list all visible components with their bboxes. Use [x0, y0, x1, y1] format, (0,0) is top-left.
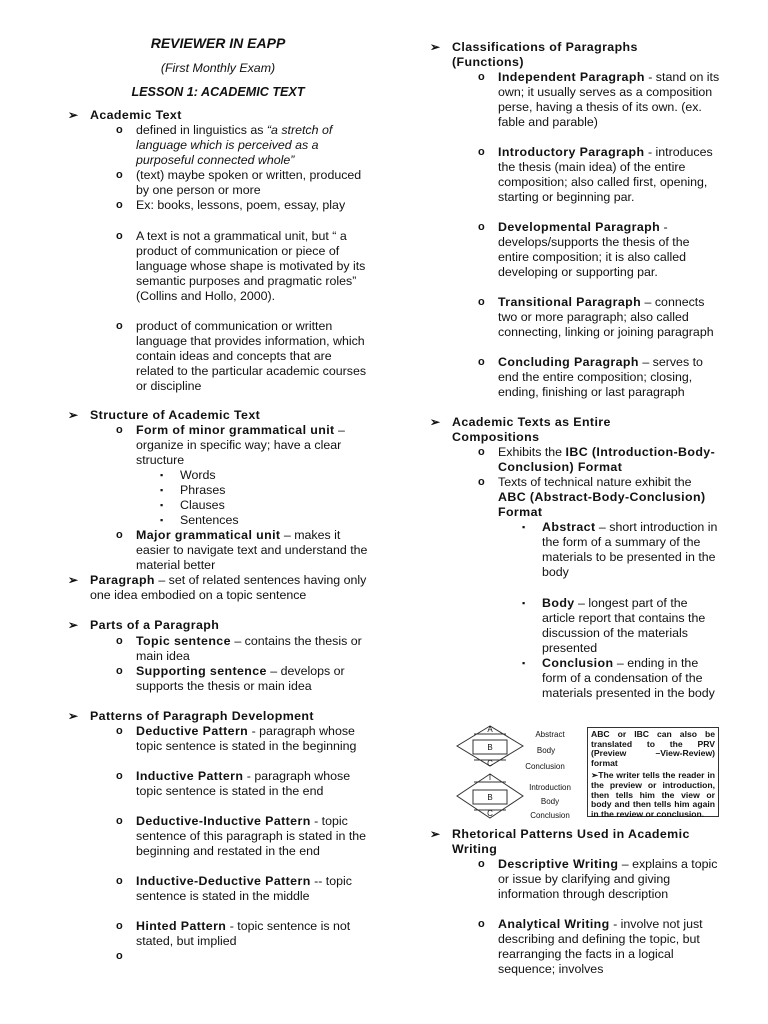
circle-bullet-icon: o — [478, 446, 485, 458]
patterns-heading: ➢ Patterns of Paragraph Development — [68, 709, 314, 723]
ibc-label-introduction: Introduction — [529, 783, 571, 792]
circle-bullet-icon: o — [478, 476, 485, 488]
ibc-label-conclusion: Conclusion — [530, 811, 570, 820]
square-bullet-icon: ▪ — [160, 470, 164, 480]
arrow-bullet-icon: ➢ — [68, 408, 79, 422]
circle-bullet-icon: o — [116, 875, 123, 887]
square-bullet-icon: ▪ — [522, 522, 526, 532]
arrow-bullet-icon: ➢ — [430, 827, 441, 841]
ibc-letter-i: I — [488, 773, 492, 782]
arrow-bullet-icon: ➢ — [430, 415, 441, 429]
prv-note-text: ABC or IBC can also be translated to the PRV (Preview –View-Review) format — [591, 729, 715, 768]
ibc-label-body: Body — [540, 797, 560, 806]
list-item: ▪ Body – longest part of the article report that contains the discussion of the materials presented — [522, 596, 706, 655]
abc-label-abstract: Abstract — [535, 730, 565, 739]
square-bullet-icon: ▪ — [160, 485, 164, 495]
page-subtitle: (First Monthly Exam) — [160, 61, 276, 75]
list-item: o Form of minor grammatical unit – organize in specific way; have a clear structure — [116, 423, 345, 467]
list-item: o Inductive-Deductive Pattern -- topic sentence is stated in the middle — [116, 874, 352, 903]
abc-label-body: Body — [536, 746, 556, 755]
circle-bullet-icon: o — [478, 918, 485, 930]
list-item: ▪ Clauses — [160, 498, 225, 512]
circle-bullet-icon: o — [116, 770, 123, 782]
lesson-title: LESSON 1: ACADEMIC TEXT — [131, 85, 305, 99]
list-item: o Texts of technical nature exhibit the ABC (Abstract-Body-Conclusion) Format — [478, 475, 706, 519]
circle-bullet-icon: o — [116, 124, 123, 136]
list-item: o Transitional Paragraph – connects two or more paragraph; also called connecting, linking or joining paragraph — [478, 295, 714, 339]
paragraph-definition: ➢ Paragraph – set of related sentences having only one idea embodied on a topic sentence — [68, 573, 367, 602]
circle-bullet-icon: o — [116, 665, 123, 677]
circle-bullet-icon: o — [116, 950, 123, 962]
list-item: o Analytical Writing - involve not just describing and defining the topic, but rearranging the facts in a logical sequence; involves — [478, 917, 703, 976]
list-item: o A text is not a grammatical unit, but “ a product of communication or piece of language whose shape is motivated by its semantic purposes and pragmatic roles” (Collins and Hollo, 2000). — [116, 229, 366, 303]
arrow-bullet-icon: ➢ — [68, 618, 79, 632]
circle-bullet-icon: o — [116, 424, 123, 436]
list-item: ▪ Words — [160, 468, 216, 482]
square-bullet-icon: ▪ — [160, 515, 164, 525]
academic-text-heading: ➢ Academic Text — [68, 108, 182, 122]
ibc-letter-c: C — [487, 809, 493, 818]
list-item: o Introductory Paragraph - introduces the thesis (main idea) of the entire composition; also called first, opening, starting or beginning par. — [478, 145, 713, 204]
circle-bullet-icon: o — [116, 199, 123, 211]
list-item: o Ex: books, lessons, poem, essay, play — [116, 198, 346, 212]
parts-heading: ➢ Parts of a Paragraph — [68, 618, 220, 632]
circle-bullet-icon: o — [478, 296, 485, 308]
circle-bullet-icon: o — [116, 529, 123, 541]
entire-compositions-heading: ➢ Academic Texts as Entire Compositions — [430, 415, 611, 444]
abc-letter-c: C — [487, 759, 493, 768]
list-item: o Deductive Pattern - paragraph whose topic sentence is stated in the beginning — [116, 724, 357, 753]
list-item: o product of communication or written language that provides information, which contain ideas and concepts that are related to the particular academic courses or discipline — [116, 319, 367, 393]
list-item: ▪ Conclusion – ending in the form of a condensation of the materials presented in the body — [522, 656, 715, 700]
structure-heading: ➢ Structure of Academic Text — [68, 408, 261, 422]
circle-bullet-icon: o — [478, 858, 485, 870]
abc-letter-b: B — [487, 743, 493, 752]
prv-note-box — [587, 727, 719, 817]
arrow-bullet-icon: ➢ — [68, 573, 79, 587]
circle-bullet-icon: o — [478, 71, 485, 83]
rhetorical-heading: ➢ Rhetorical Patterns Used in Academic Writing — [430, 827, 690, 856]
circle-bullet-icon: o — [116, 815, 123, 827]
circle-bullet-icon: o — [116, 169, 123, 181]
list-item: o defined in linguistics as “a stretch of language which is perceived as a purposeful connected whole” — [116, 123, 333, 167]
list-item: o Descriptive Writing – explains a topic or issue by clarifying and giving information through description — [478, 857, 718, 901]
circle-bullet-icon: o — [116, 920, 123, 932]
arrow-bullet-icon: ➢ — [430, 40, 441, 54]
list-item: o Concluding Paragraph – serves to end the entire composition; closing, ending, finishing or last paragraph — [478, 355, 703, 399]
list-item: o Exhibits the IBC (Introduction-Body-Conclusion) Format — [478, 445, 716, 474]
square-bullet-icon: ▪ — [522, 598, 526, 608]
list-item: ▪ Abstract – short introduction in the form of a summary of the materials to be presented in the body — [522, 520, 718, 579]
prv-note-text-2: ➢The writer tells the reader in the preview or introduction, then tells him the view or body and then tells him again in the review or conclusion. — [591, 770, 715, 819]
circle-bullet-icon: o — [116, 230, 123, 242]
circle-bullet-icon: o — [478, 146, 485, 158]
arrow-bullet-icon: ➢ — [68, 108, 79, 122]
list-item: o Supporting sentence – develops or supports the thesis or main idea — [116, 664, 345, 693]
square-bullet-icon: ▪ — [522, 658, 526, 668]
list-item: o Independent Paragraph - stand on its own; it usually serves as a composition perse, having a thesis of its own. (ex. fable and parable) — [478, 70, 720, 129]
list-item: ▪ Phrases — [160, 483, 226, 497]
list-item: o Topic sentence – contains the thesis or main idea — [116, 634, 362, 663]
circle-bullet-icon: o — [478, 221, 485, 233]
list-item: o Hinted Pattern - topic sentence is not stated, but implied — [116, 919, 351, 948]
circle-bullet-icon: o — [116, 635, 123, 647]
list-item: ▪ Sentences — [160, 513, 239, 527]
abc-label-conclusion: Conclusion — [525, 762, 565, 771]
circle-bullet-icon: o — [116, 725, 123, 737]
abc-letter-a: A — [487, 725, 493, 734]
ibc-letter-b: B — [487, 793, 493, 802]
list-item: o Major grammatical unit – makes it easier to navigate text and understand the material better — [116, 528, 368, 572]
page-title: REVIEWER IN EAPP — [150, 35, 286, 51]
arrow-bullet-icon: ➢ — [68, 709, 79, 723]
circle-bullet-icon: o — [478, 356, 485, 368]
list-item: o Deductive-Inductive Pattern - topic sentence of this paragraph is stated in the beginning and restated in the end — [116, 814, 367, 858]
square-bullet-icon: ▪ — [160, 500, 164, 510]
list-item: o (text) maybe spoken or written, produced by one person or more — [116, 168, 362, 197]
classifications-heading: ➢ Classifications of Paragraphs (Functions) — [430, 40, 638, 69]
list-item: o Inductive Pattern - paragraph whose topic sentence is stated in the end — [116, 769, 351, 798]
list-item: o Developmental Paragraph - develops/supports the thesis of the entire composition; it is also called developing or supporting par. — [478, 220, 690, 279]
circle-bullet-icon: o — [116, 320, 123, 332]
